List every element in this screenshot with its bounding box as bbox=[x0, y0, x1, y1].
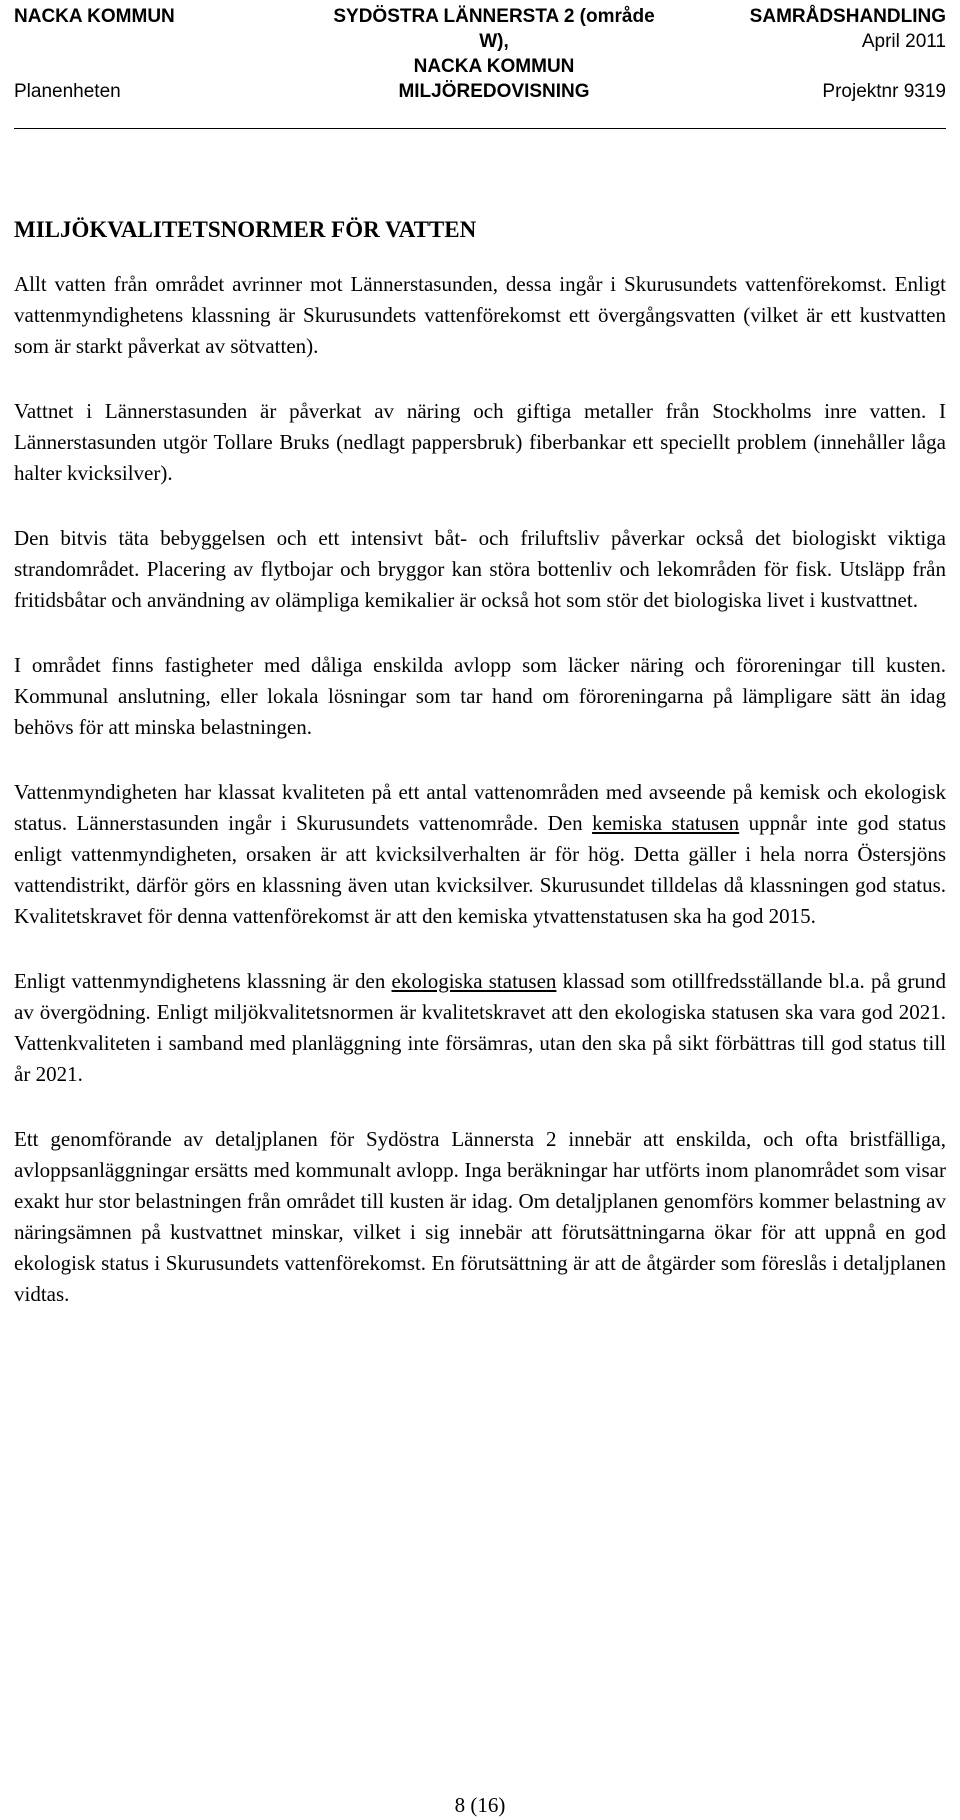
header-project-number: Projektnr 9319 bbox=[822, 81, 946, 102]
paragraph-1: Allt vatten från området avrinner mot Lännerstasunden, dessa ingår i Skurusundets vattenförekomst. Enligt vattenmyndighetens klassning är Skurusundets vattenförekomst ett övergångsvatten (vilket är ett kustvatten som är starkt påverkat av sötvatten). bbox=[14, 272, 946, 358]
header-plan-title-line-2: W), bbox=[479, 31, 509, 52]
page-number: 8 (16) bbox=[454, 1793, 506, 1817]
paragraph-5-text-after: uppnår inte god status enligt vattenmyndigheten, orsaken är att kvicksilverhalten är för hög. Detta gäller i hela norra Östersjöns vattendistrikt, därför görs en klassning även utan kvicksilver. Skurusundet tilldelas då klassningen god status. Kvalitetskravet för denna vattenförekomst är att den kemiska ytvattenstatusen ska ha god 2015. bbox=[14, 811, 947, 928]
paragraph-6-text-before: Enligt vattenmyndighetens klassning är den bbox=[14, 969, 392, 993]
paragraph-7: Ett genomförande av detaljplanen för Sydöstra Lännersta 2 innebär att enskilda, och ofta bristfälliga, avloppsanläggningar ersätts med kommunalt avlopp. Inga beräkningar har utförts inom planområdet som visar exakt hur stor belastningen från området till kusten är idag. Om detaljplanen genomförs kommer belastning av näringsämnen på kustvattnet minskar, vilket i sig innebär att förutsättningarna ökar för att uppnå en god ekologisk status i Skurusundets vattenförekomst. En förutsättning är att de åtgärder som föreslås i detaljplanen vidtas. bbox=[14, 1127, 946, 1306]
header-organization: NACKA KOMMUN bbox=[14, 6, 175, 27]
paragraph-5 bbox=[14, 777, 946, 932]
paragraph-6 bbox=[14, 966, 946, 1090]
paragraph-2: Vattnet i Lännerstasunden är påverkat av näring och giftiga metaller från Stockholms inre vatten. I Lännerstasunden utgör Tollare Bruks (nedlagt pappersbruk) fiberbankar ett speciellt problem (innehåller låga halter kvicksilver). bbox=[14, 399, 946, 485]
header-plan-title-line-3: NACKA KOMMUN bbox=[413, 56, 575, 77]
header-status: SAMRÅDSHANDLING bbox=[749, 6, 946, 27]
underlined-term-kemiska-statusen: kemiska statusen bbox=[592, 811, 740, 835]
paragraph-5-text-before: Vattenmyndigheten har klassat kvaliteten på ett antal vattenområden med avseende på kemisk och ekologisk status. Lännerstasunden ingår i Skurusundets vattenområde. Den bbox=[14, 780, 946, 835]
header-spacer bbox=[14, 54, 214, 79]
page-header bbox=[14, 4, 946, 130]
header-date: April 2011 bbox=[861, 31, 946, 52]
header-spacer bbox=[14, 29, 214, 54]
header-left bbox=[14, 4, 214, 104]
header-center bbox=[294, 4, 694, 104]
paragraph-4: I området finns fastigheter med dåliga enskilda avlopp som läcker näring och föroreningar till kusten. Kommunal anslutning, eller lokala lösningar som tar hand om föroreningarna på lämpligare sätt än idag behövs för att minska belastningen. bbox=[14, 653, 946, 739]
header-divider bbox=[14, 128, 946, 129]
section-title: MILJÖKVALITETSNORMER FÖR VATTEN bbox=[14, 217, 477, 242]
header-spacer bbox=[706, 54, 946, 79]
header-right bbox=[706, 4, 946, 104]
paragraph-6-text-after: klassad som otillfredsställande bl.a. på grund av övergödning. Enligt miljökvalitetsnormen är kvalitetskravet att den ekologiska statusen ska vara god 2021. Vattenkvaliteten i samband med planläggning inte försämras, utan den ska på sikt förbättras till god status till år 2021. bbox=[14, 969, 947, 1086]
header-unit: Planenheten bbox=[14, 81, 121, 102]
underlined-term-ekologiska-statusen: ekologiska statusen bbox=[391, 969, 557, 993]
header-document-type: MILJÖREDOVISNING bbox=[398, 81, 590, 102]
document-body bbox=[14, 214, 946, 1344]
header-plan-title-line-1: SYDÖSTRA LÄNNERSTA 2 (område bbox=[333, 6, 655, 27]
paragraph-3: Den bitvis täta bebyggelsen och ett intensivt båt- och friluftsliv påverkar också det biologiskt viktiga strandområdet. Placering av flytbojar och bryggor kan störa bottenliv och lekområden för fisk. Utsläpp från fritidsbåtar och användning av olämpliga kemikalier är också hot som stör det biologiska livet i kustvattnet. bbox=[14, 526, 946, 612]
